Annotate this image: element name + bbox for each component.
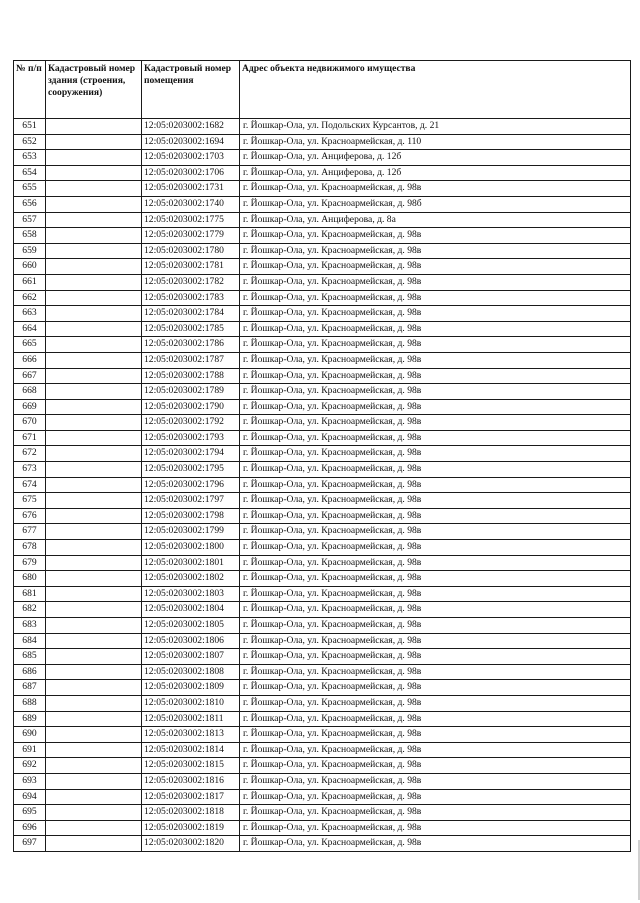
building-cadastral-cell <box>46 633 142 649</box>
premises-cadastral-cell: 12:05:0203002:1789 <box>142 384 240 400</box>
row-number-cell: 674 <box>14 477 46 493</box>
building-cadastral-cell <box>46 695 142 711</box>
premises-cadastral-cell: 12:05:0203002:1782 <box>142 274 240 290</box>
row-number-cell: 678 <box>14 540 46 556</box>
table-row <box>14 742 631 758</box>
building-cadastral-cell <box>46 742 142 758</box>
building-cadastral-cell <box>46 508 142 524</box>
building-cadastral-cell <box>46 181 142 197</box>
address-cell: г. Йошкар-Ола, ул. Красноармейская, д. 98в <box>240 773 631 789</box>
row-number-cell: 658 <box>14 228 46 244</box>
premises-cadastral-cell: 12:05:0203002:1775 <box>142 212 240 228</box>
building-cadastral-cell <box>46 384 142 400</box>
premises-cadastral-cell: 12:05:0203002:1805 <box>142 618 240 634</box>
building-cadastral-cell <box>46 618 142 634</box>
row-number-cell: 662 <box>14 290 46 306</box>
premises-cadastral-cell: 12:05:0203002:1797 <box>142 493 240 509</box>
address-cell: г. Йошкар-Ола, ул. Красноармейская, д. 98в <box>240 508 631 524</box>
premises-cadastral-cell: 12:05:0203002:1703 <box>142 150 240 166</box>
address-cell: г. Йошкар-Ола, ул. Красноармейская, д. 98в <box>240 430 631 446</box>
row-number-cell: 695 <box>14 805 46 821</box>
building-cadastral-cell <box>46 321 142 337</box>
table-row <box>14 212 631 228</box>
building-cadastral-cell <box>46 243 142 259</box>
address-cell: г. Йошкар-Ола, ул. Красноармейская, д. 98в <box>240 618 631 634</box>
building-cadastral-cell <box>46 290 142 306</box>
table-row <box>14 524 631 540</box>
address-cell: г. Йошкар-Ола, ул. Подольских Курсантов, д. 21 <box>240 119 631 135</box>
table-row <box>14 836 631 852</box>
row-number-cell: 697 <box>14 836 46 852</box>
address-cell: г. Йошкар-Ола, ул. Красноармейская, д. 98в <box>240 321 631 337</box>
premises-cadastral-cell: 12:05:0203002:1803 <box>142 586 240 602</box>
row-number-cell: 673 <box>14 462 46 478</box>
row-number-cell: 676 <box>14 508 46 524</box>
row-number-cell: 670 <box>14 415 46 431</box>
row-number-cell: 688 <box>14 695 46 711</box>
premises-cadastral-cell: 12:05:0203002:1784 <box>142 306 240 322</box>
address-cell: г. Йошкар-Ола, ул. Красноармейская, д. 98в <box>240 524 631 540</box>
row-number-cell: 666 <box>14 352 46 368</box>
table-row <box>14 649 631 665</box>
building-cadastral-cell <box>46 602 142 618</box>
row-number-cell: 671 <box>14 430 46 446</box>
address-cell: г. Йошкар-Ола, ул. Красноармейская, д. 98в <box>240 290 631 306</box>
table-row <box>14 181 631 197</box>
building-cadastral-cell <box>46 165 142 181</box>
table-row <box>14 477 631 493</box>
header-address: Адрес объекта недвижимого имущества <box>240 61 631 119</box>
premises-cadastral-cell: 12:05:0203002:1780 <box>142 243 240 259</box>
address-cell: г. Йошкар-Ола, ул. Красноармейская, д. 98в <box>240 571 631 587</box>
building-cadastral-cell <box>46 649 142 665</box>
building-cadastral-cell <box>46 150 142 166</box>
building-cadastral-cell <box>46 586 142 602</box>
building-cadastral-cell <box>46 805 142 821</box>
row-number-cell: 672 <box>14 446 46 462</box>
premises-cadastral-cell: 12:05:0203002:1794 <box>142 446 240 462</box>
row-number-cell: 661 <box>14 274 46 290</box>
table-row <box>14 446 631 462</box>
premises-cadastral-cell: 12:05:0203002:1807 <box>142 649 240 665</box>
table-row <box>14 555 631 571</box>
premises-cadastral-cell: 12:05:0203002:1788 <box>142 368 240 384</box>
table-row <box>14 228 631 244</box>
premises-cadastral-cell: 12:05:0203002:1779 <box>142 228 240 244</box>
address-cell: г. Йошкар-Ола, ул. Красноармейская, д. 98в <box>240 758 631 774</box>
row-number-cell: 684 <box>14 633 46 649</box>
building-cadastral-cell <box>46 820 142 836</box>
row-number-cell: 682 <box>14 602 46 618</box>
table-row <box>14 695 631 711</box>
building-cadastral-cell <box>46 664 142 680</box>
premises-cadastral-cell: 12:05:0203002:1786 <box>142 337 240 353</box>
table-row <box>14 602 631 618</box>
row-number-cell: 656 <box>14 196 46 212</box>
row-number-cell: 668 <box>14 384 46 400</box>
table-row <box>14 337 631 353</box>
row-number-cell: 669 <box>14 399 46 415</box>
building-cadastral-cell <box>46 228 142 244</box>
building-cadastral-cell <box>46 555 142 571</box>
table-row <box>14 259 631 275</box>
address-cell: г. Йошкар-Ола, ул. Красноармейская, д. 98в <box>240 181 631 197</box>
table-row <box>14 321 631 337</box>
address-cell: г. Йошкар-Ола, ул. Красноармейская, д. 98в <box>240 352 631 368</box>
row-number-cell: 691 <box>14 742 46 758</box>
building-cadastral-cell <box>46 493 142 509</box>
premises-cadastral-cell: 12:05:0203002:1804 <box>142 602 240 618</box>
address-cell: г. Йошкар-Ола, ул. Красноармейская, д. 98в <box>240 243 631 259</box>
address-cell: г. Йошкар-Ола, ул. Красноармейская, д. 98в <box>240 602 631 618</box>
building-cadastral-cell <box>46 352 142 368</box>
premises-cadastral-cell: 12:05:0203002:1801 <box>142 555 240 571</box>
address-cell: г. Йошкар-Ола, ул. Красноармейская, д. 98в <box>240 555 631 571</box>
premises-cadastral-cell: 12:05:0203002:1819 <box>142 820 240 836</box>
table-row <box>14 290 631 306</box>
building-cadastral-cell <box>46 462 142 478</box>
premises-cadastral-cell: 12:05:0203002:1802 <box>142 571 240 587</box>
table-row <box>14 493 631 509</box>
table-row <box>14 540 631 556</box>
address-cell: г. Йошкар-Ола, ул. Красноармейская, д. 98в <box>240 633 631 649</box>
building-cadastral-cell <box>46 836 142 852</box>
row-number-cell: 654 <box>14 165 46 181</box>
premises-cadastral-cell: 12:05:0203002:1811 <box>142 711 240 727</box>
table-row <box>14 618 631 634</box>
address-cell: г. Йошкар-Ола, ул. Красноармейская, д. 98в <box>240 711 631 727</box>
address-cell: г. Йошкар-Ола, ул. Красноармейская, д. 98в <box>240 462 631 478</box>
row-number-cell: 694 <box>14 789 46 805</box>
address-cell: г. Йошкар-Ола, ул. Анциферова, д. 12б <box>240 150 631 166</box>
building-cadastral-cell <box>46 540 142 556</box>
premises-cadastral-cell: 12:05:0203002:1731 <box>142 181 240 197</box>
table-row <box>14 586 631 602</box>
premises-cadastral-cell: 12:05:0203002:1813 <box>142 727 240 743</box>
row-number-cell: 663 <box>14 306 46 322</box>
building-cadastral-cell <box>46 274 142 290</box>
premises-cadastral-cell: 12:05:0203002:1792 <box>142 415 240 431</box>
row-number-cell: 665 <box>14 337 46 353</box>
building-cadastral-cell <box>46 524 142 540</box>
address-cell: г. Йошкар-Ола, ул. Красноармейская, д. 98в <box>240 789 631 805</box>
premises-cadastral-cell: 12:05:0203002:1682 <box>142 119 240 135</box>
row-number-cell: 689 <box>14 711 46 727</box>
address-cell: г. Йошкар-Ола, ул. Красноармейская, д. 98в <box>240 695 631 711</box>
building-cadastral-cell <box>46 711 142 727</box>
premises-cadastral-cell: 12:05:0203002:1694 <box>142 134 240 150</box>
premises-cadastral-cell: 12:05:0203002:1818 <box>142 805 240 821</box>
building-cadastral-cell <box>46 477 142 493</box>
row-number-cell: 679 <box>14 555 46 571</box>
header-premises-cadastral: Кадастровый номер помещения <box>142 61 240 119</box>
building-cadastral-cell <box>46 773 142 789</box>
address-cell: г. Йошкар-Ола, ул. Красноармейская, д. 98в <box>240 477 631 493</box>
premises-cadastral-cell: 12:05:0203002:1816 <box>142 773 240 789</box>
row-number-cell: 685 <box>14 649 46 665</box>
table-row <box>14 384 631 400</box>
row-number-cell: 680 <box>14 571 46 587</box>
table-row <box>14 633 631 649</box>
building-cadastral-cell <box>46 727 142 743</box>
building-cadastral-cell <box>46 306 142 322</box>
row-number-cell: 653 <box>14 150 46 166</box>
row-number-cell: 659 <box>14 243 46 259</box>
table-row <box>14 664 631 680</box>
premises-cadastral-cell: 12:05:0203002:1790 <box>142 399 240 415</box>
building-cadastral-cell <box>46 571 142 587</box>
header-row <box>14 61 631 119</box>
building-cadastral-cell <box>46 134 142 150</box>
table-row <box>14 243 631 259</box>
table-row <box>14 165 631 181</box>
address-cell: г. Йошкар-Ола, ул. Красноармейская, д. 98в <box>240 228 631 244</box>
header-num: № п/п <box>14 61 46 119</box>
table-row <box>14 680 631 696</box>
premises-cadastral-cell: 12:05:0203002:1808 <box>142 664 240 680</box>
premises-cadastral-cell: 12:05:0203002:1798 <box>142 508 240 524</box>
premises-cadastral-cell: 12:05:0203002:1781 <box>142 259 240 275</box>
building-cadastral-cell <box>46 680 142 696</box>
building-cadastral-cell <box>46 368 142 384</box>
row-number-cell: 692 <box>14 758 46 774</box>
premises-cadastral-cell: 12:05:0203002:1814 <box>142 742 240 758</box>
premises-cadastral-cell: 12:05:0203002:1706 <box>142 165 240 181</box>
row-number-cell: 681 <box>14 586 46 602</box>
table-row <box>14 368 631 384</box>
table-row <box>14 727 631 743</box>
premises-cadastral-cell: 12:05:0203002:1817 <box>142 789 240 805</box>
row-number-cell: 657 <box>14 212 46 228</box>
address-cell: г. Йошкар-Ола, ул. Красноармейская, д. 98в <box>240 649 631 665</box>
row-number-cell: 677 <box>14 524 46 540</box>
table-row <box>14 508 631 524</box>
building-cadastral-cell <box>46 196 142 212</box>
row-number-cell: 693 <box>14 773 46 789</box>
premises-cadastral-cell: 12:05:0203002:1820 <box>142 836 240 852</box>
address-cell: г. Йошкар-Ола, ул. Красноармейская, д. 98в <box>240 727 631 743</box>
table-row <box>14 274 631 290</box>
building-cadastral-cell <box>46 789 142 805</box>
premises-cadastral-cell: 12:05:0203002:1793 <box>142 430 240 446</box>
address-cell: г. Йошкар-Ола, ул. Красноармейская, д. 98в <box>240 805 631 821</box>
address-cell: г. Йошкар-Ола, ул. Красноармейская, д. 98в <box>240 446 631 462</box>
table-row <box>14 758 631 774</box>
premises-cadastral-cell: 12:05:0203002:1809 <box>142 680 240 696</box>
address-cell: г. Йошкар-Ола, ул. Анциферова, д. 8а <box>240 212 631 228</box>
table-row <box>14 196 631 212</box>
row-number-cell: 687 <box>14 680 46 696</box>
premises-cadastral-cell: 12:05:0203002:1795 <box>142 462 240 478</box>
row-number-cell: 683 <box>14 618 46 634</box>
building-cadastral-cell <box>46 758 142 774</box>
table-row <box>14 352 631 368</box>
table-header <box>14 61 631 119</box>
row-number-cell: 652 <box>14 134 46 150</box>
table-row <box>14 571 631 587</box>
address-cell: г. Йошкар-Ола, ул. Красноармейская, д. 98в <box>240 399 631 415</box>
address-cell: г. Йошкар-Ола, ул. Красноармейская, д. 98в <box>240 384 631 400</box>
premises-cadastral-cell: 12:05:0203002:1783 <box>142 290 240 306</box>
address-cell: г. Йошкар-Ола, ул. Красноармейская, д. 98в <box>240 540 631 556</box>
address-cell: г. Йошкар-Ола, ул. Красноармейская, д. 98в <box>240 274 631 290</box>
table-row <box>14 820 631 836</box>
address-cell: г. Йошкар-Ола, ул. Красноармейская, д. 98в <box>240 664 631 680</box>
table-row <box>14 430 631 446</box>
row-number-cell: 667 <box>14 368 46 384</box>
premises-cadastral-cell: 12:05:0203002:1787 <box>142 352 240 368</box>
address-cell: г. Йошкар-Ола, ул. Красноармейская, д. 98в <box>240 586 631 602</box>
premises-cadastral-cell: 12:05:0203002:1740 <box>142 196 240 212</box>
address-cell: г. Йошкар-Ола, ул. Красноармейская, д. 98в <box>240 820 631 836</box>
address-cell: г. Йошкар-Ола, ул. Красноармейская, д. 98в <box>240 337 631 353</box>
table-body <box>14 119 631 852</box>
address-cell: г. Йошкар-Ола, ул. Анциферова, д. 12б <box>240 165 631 181</box>
row-number-cell: 696 <box>14 820 46 836</box>
table-row <box>14 711 631 727</box>
premises-cadastral-cell: 12:05:0203002:1796 <box>142 477 240 493</box>
address-cell: г. Йошкар-Ола, ул. Красноармейская, д. 98в <box>240 742 631 758</box>
address-cell: г. Йошкар-Ола, ул. Красноармейская, д. 98в <box>240 259 631 275</box>
property-registry-table <box>13 60 631 852</box>
table-row <box>14 805 631 821</box>
building-cadastral-cell <box>46 259 142 275</box>
table-row <box>14 399 631 415</box>
address-cell: г. Йошкар-Ола, ул. Красноармейская, д. 110 <box>240 134 631 150</box>
row-number-cell: 686 <box>14 664 46 680</box>
table-row <box>14 134 631 150</box>
address-cell: г. Йошкар-Ола, ул. Красноармейская, д. 98в <box>240 836 631 852</box>
building-cadastral-cell <box>46 430 142 446</box>
table-row <box>14 789 631 805</box>
building-cadastral-cell <box>46 212 142 228</box>
address-cell: г. Йошкар-Ола, ул. Красноармейская, д. 98в <box>240 680 631 696</box>
table-row <box>14 415 631 431</box>
building-cadastral-cell <box>46 399 142 415</box>
building-cadastral-cell <box>46 446 142 462</box>
table-row <box>14 119 631 135</box>
premises-cadastral-cell: 12:05:0203002:1815 <box>142 758 240 774</box>
address-cell: г. Йошкар-Ола, ул. Красноармейская, д. 98в <box>240 415 631 431</box>
table-row <box>14 773 631 789</box>
row-number-cell: 655 <box>14 181 46 197</box>
address-cell: г. Йошкар-Ола, ул. Красноармейская, д. 98в <box>240 368 631 384</box>
building-cadastral-cell <box>46 119 142 135</box>
row-number-cell: 664 <box>14 321 46 337</box>
premises-cadastral-cell: 12:05:0203002:1799 <box>142 524 240 540</box>
premises-cadastral-cell: 12:05:0203002:1785 <box>142 321 240 337</box>
premises-cadastral-cell: 12:05:0203002:1800 <box>142 540 240 556</box>
address-cell: г. Йошкар-Ола, ул. Красноармейская, д. 98в <box>240 306 631 322</box>
premises-cadastral-cell: 12:05:0203002:1806 <box>142 633 240 649</box>
table-row <box>14 150 631 166</box>
row-number-cell: 651 <box>14 119 46 135</box>
table-row <box>14 462 631 478</box>
row-number-cell: 690 <box>14 727 46 743</box>
row-number-cell: 675 <box>14 493 46 509</box>
building-cadastral-cell <box>46 415 142 431</box>
address-cell: г. Йошкар-Ола, ул. Красноармейская, д. 98в <box>240 493 631 509</box>
row-number-cell: 660 <box>14 259 46 275</box>
table-row <box>14 306 631 322</box>
premises-cadastral-cell: 12:05:0203002:1810 <box>142 695 240 711</box>
building-cadastral-cell <box>46 337 142 353</box>
header-building-cadastral: Кадастровый номер здания (строения, сооружения) <box>46 61 142 119</box>
address-cell: г. Йошкар-Ола, ул. Красноармейская, д. 98б <box>240 196 631 212</box>
